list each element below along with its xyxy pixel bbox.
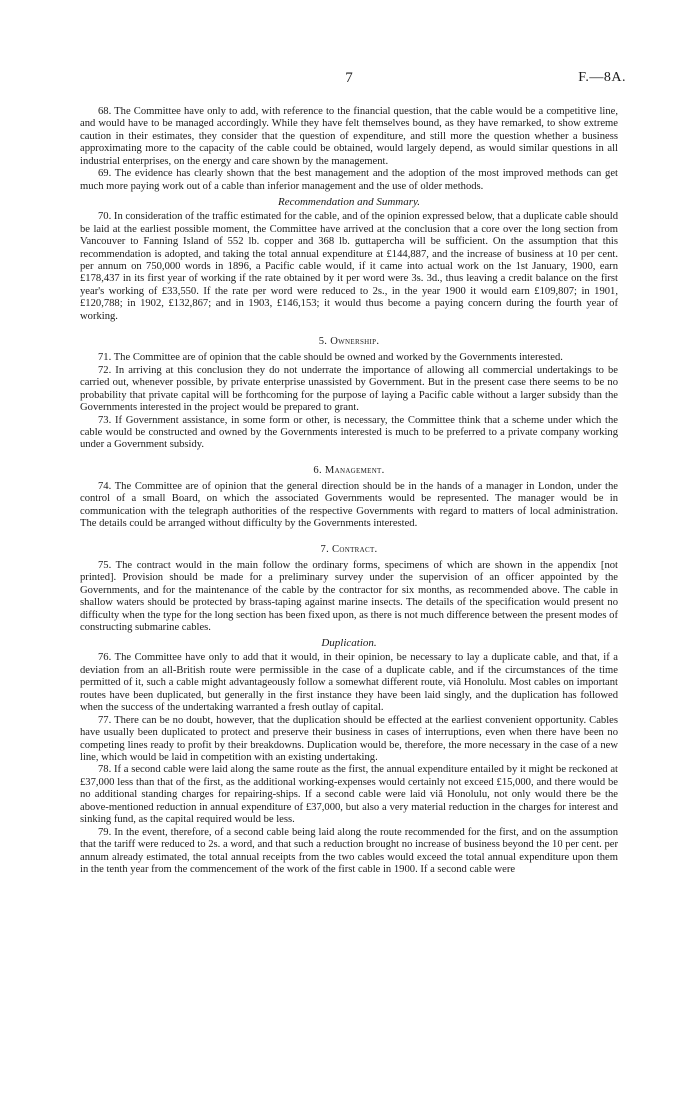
section-heading-management: 6. Management. — [313, 464, 385, 476]
paragraph-77: 77. There can be no doubt, however, that the duplication should be effected at the earliest convenient opportunity. Cables have usually been duplicated to protect and preserve their business in cases of interruptions, even when there have been no competing lines ready to profit by their breakdowns. Duplication would be, therefore, the more necessary in the case of a new line, which would be laid in competition with an existing undertaking. — [80, 714, 618, 764]
paragraph-72: 72. In arriving at this conclusion they do not underrate the importance of allowing all commercial undertakings to be carried out, whenever possible, by private enterprise unassisted by Government. But in the present case there seems to be no probability that private capital will be forthcoming for the purpose of laying a Pacific cable without a larger subsidy than the Governments interested in the project would be prepared to grant. — [80, 364, 618, 414]
page-header — [80, 70, 626, 92]
document-page — [80, 70, 626, 877]
paragraph-74: 74. The Committee are of opinion that the general direction should be in the hands of a manager in London, under the control of a small Board, on which the associated Governments would be represented. The manager would be in communication with the telegraph authorities of the respective Governments with regard to matters of local administration. The details could be arranged without difficulty by the Governments interested. — [80, 480, 618, 530]
paragraph-71: 71. The Committee are of opinion that the cable should be owned and worked by the Governments interested. — [98, 352, 563, 364]
paragraph-78: 78. If a second cable were laid along the same route as the first, the annual expenditure entailed by it might be reckoned at £37,000 less than that of the first, as the additional working-expenses would certainly not exceed £15,000, and there would be no additional standing charges for repairing-ships. If a second cable were laid viâ Honolulu, not only would there be the above-mentioned reduction in annual expenditure of £37,000, but also a very material reduction in the charges for interest and sinking fund, as the capital required would be less. — [80, 764, 618, 826]
paragraph-70: 70. In consideration of the traffic estimated for the cable, and of the opinion expressed below, that a duplicate cable should be laid at the earliest possible moment, the Committee have arrived at the conclusion that a core over the long section from Vancouver to Fanning Island of 552 lb. copper and 368 lb. guttapercha will be sufficient. On the assumption that this recommendation is adopted, and taking the total annual expenditure at £144,887, and the increase of business at 10 per cent. per annum on 750,000 words in 1896, a Pacific cable would, if it came into actual work on the 1st January, 1900, earn £178,437 in its first year of working if the rate obtained by it per word were 3s. 3d., thus leaving a credit balance on the first year's working of £33,550. If the rate per word were reduced to 2s., in the year 1900 it would earn £109,807; in 1901, £120,788; in 1902, £132,867; and in 1903, £146,153; it would thus become a paying concern during the fourth year of working. — [80, 211, 618, 322]
section-heading-ownership: 5. Ownership. — [318, 336, 380, 348]
paragraph-68: 68. The Committee have only to add, with reference to the financial question, that the cable would be a competitive line, and would have to be managed accordingly. While they have felt themselves bound, as they have remarked, to show extreme caution in their estimates, they consider that the question of expenditure, and still more the question whether a business approximating more to the capacity of the cable could be obtained, would largely depend, as would similar questions in all industrial enterprises, on the energy and care shown by the management. — [80, 106, 618, 167]
paragraph-76: 76. The Committee have only to add that it would, in their opinion, be necessary to lay a duplicate cable, and that, if a deviation from an all-British route were permissible in the case of a duplicate cable, and if the circumstances of the time permitted of it, such a cable might advantageously follow a somewhat different route, viâ Honolulu. Most cables on important routes have been duplicated, but generally in the first instance they have been laid singly, and the duplication has followed when the success of the undertaking warranted a fresh outlay of capital. — [80, 652, 618, 714]
document-reference: F.—8A. — [578, 70, 626, 85]
paragraph-73: 73. If Government assistance, in some form or other, is necessary, the Committee think that a scheme under which the cable would be constructed and owned by the Governments interested is much to be preferred to a private company working under a Government subsidy. — [80, 414, 618, 451]
page-number: 7 — [345, 70, 353, 86]
section-heading-recommendation: Recommendation and Summary. — [277, 196, 421, 209]
paragraph-69: 69. The evidence has clearly shown that the best management and the adoption of the most improved methods can get much more paying work out of a cable than inferior management and the use of older methods. — [80, 168, 618, 192]
paragraph-79: 79. In the event, therefore, of a second cable being laid along the route recommended for the first, and on the assumption that the tariff were reduced to 2s. a word, and that such a reduction brought no increase of business beyond the 10 per cent. per annum already estimated, the total annual receipts from the two cables would exceed the total annual expenditure upon them in the tenth year from the commencement of the work of the first cable in 1900. If a second cable were — [80, 826, 618, 876]
section-heading-contract: 7. Contract. — [320, 543, 378, 555]
section-heading-duplication: Duplication. — [321, 637, 377, 650]
paragraph-75: 75. The contract would in the main follow the ordinary forms, specimens of which are shown in the appendix [not printed]. Provision should be made for a preliminary survey under the supervision of an officer appointed by the Governments, and for the maintenance of the cable by the contractor for six months, as recommended above. The cable in shallow waters should be protected by brass-taping against marine insects. The details of the specification would present no difficulty when the type for the long section has been fixed upon, as there is not much difference between the present modes of constructing submarine cables. — [80, 559, 618, 633]
